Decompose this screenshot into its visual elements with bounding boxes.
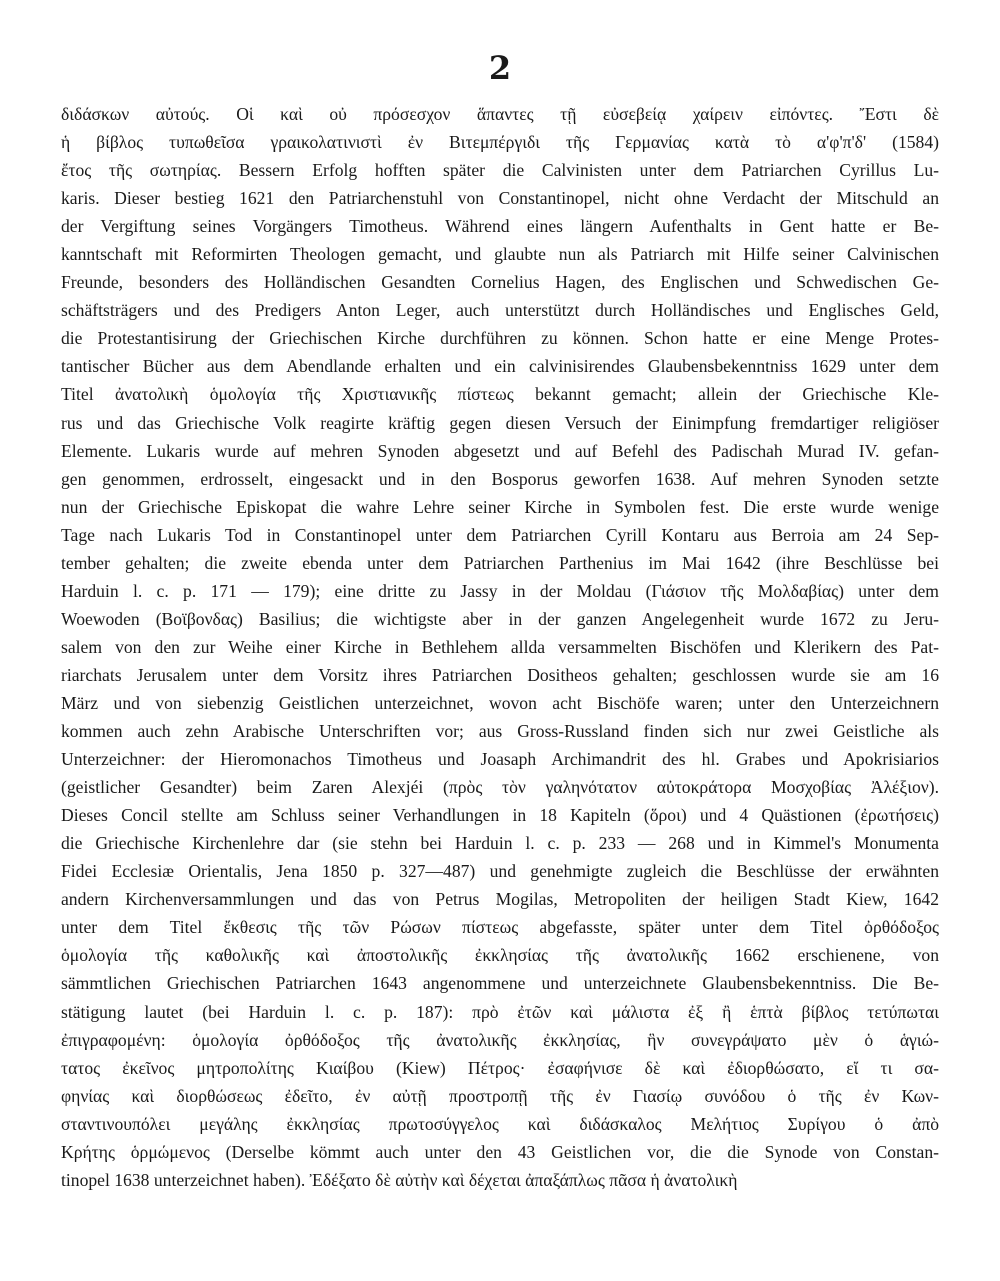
text-line: φηνίας καὶ διορθώσεως ἐδεῖτο, ἐν αὐτῇ προστροπῇ τῆς ἐν Γιασίῳ συνόδου ὁ τῆς ἐν Κων- [61,1085,939,1106]
text-line: Freunde, besonders des Holländischen Gesandten Cornelius Hagen, des Englischen und Schwedischen Ge- [61,272,939,293]
text-line: andern Kirchenversammlungen und das von Petrus Mogilas, Metropoliten der heiligen Stadt Kiew, 1642 [61,889,939,910]
text-line: riarchats Jerusalem unter dem Vorsitz ihres Patriarchen Dositheos gehalten; geschlossen wurde sie am 16 [61,664,939,685]
text-line: (geistlicher Gesandter) beim Zaren Alexjéi (πρὸς τὸν γαληνότατον αὐτοκράτορα Μοσχοβίας Ἀλέξιον). [61,777,939,798]
text-line: schäftsträgers und des Predigers Anton Leger, auch unterstützt durch Holländisches und Englisches Geld, [61,300,939,321]
text-line: ἔτος τῆς σωτηρίας. Bessern Erfolg hofften später die Calvinisten unter dem Patriarchen Cyrillus Lu- [61,160,939,181]
text-line: der Vergiftung seines Vorgängers Timotheus. Während eines längern Aufenthalts in Gent hatte er Be- [61,216,939,237]
text-line: Woewoden (Βοϊβονδας) Basilius; die wichtigste aber in der ganzen Angelegenheit wurde 1672 zu Jeru- [61,608,939,629]
text-line: tinopel 1638 unterzeichnet haben). Ἐδέξατο δὲ αὐτὴν καὶ δέχεται ἀπαξάπλως πᾶσα ἡ ἀνατολικὴ [61,1169,738,1190]
text-line: sämmtlichen Griechischen Patriarchen 1643 angenommene und unterzeichnete Glaubensbekenntniss. Die Be- [61,973,939,994]
text-line: διδάσκων αὐτούς. Οἱ καὶ οὐ πρόσεσχον ἅπαντες τῇ εὐσεβείᾳ χαίρειν εἰπόντες. Ἔστι δὲ [61,104,939,124]
text-line: σταντινουπόλει μεγάλης ἐκκλησίας πρωτοσύγγελος καὶ διδάσκαλος Μελήτιος Συρίγου ὁ ἀπὸ [61,1113,939,1134]
body-text [61,100,939,1194]
text-line: ἐπιγραφομένη: ὁμολογία ὀρθόδοξος τῆς ἀνατολικῆς ἐκκλησίας, ἣν συνεγράψατο μὲν ὁ ἁγιώ- [61,1029,939,1050]
text-line: rus und das Griechische Volk reagirte kräftig gegen diesen Versuch der Einimpfung fremdartiger religiöser [61,412,939,433]
text-line: tember gehalten; die zweite ebenda unter dem Patriarchen Parthenius im Mai 1642 (ihre Beschlüsse bei [61,552,939,573]
text-line: karis. Dieser bestieg 1621 den Patriarchenstuhl von Constantinopel, nicht ohne Verdacht der Mitschuld an [61,188,939,209]
text-line: Elemente. Lukaris wurde auf mehren Synoden abgesetzt und auf Befehl des Padischah Murad IV. gefan- [61,440,939,461]
text-line: Fidei Ecclesiæ Orientalis, Jena 1850 p. 327—487) und genehmigte zugleich die Beschlüsse der erwähnten [61,861,939,882]
text-line: Tage nach Lukaris Tod in Constantinopel unter dem Patriarchen Cyrill Kontaru aus Berroia am 24 Sep- [61,524,939,545]
text-line: unter dem Titel ἔκθεσις τῆς τῶν Ρώσων πίστεως abgefasste, später unter dem Titel ὀρθόδοξος [61,917,939,938]
text-line: tantischer Bücher aus dem Abendlande erhalten und ein calvinisirendes Glaubensbekenntniss 1629 unter dem [61,356,939,377]
page-number: 2 [488,49,512,87]
text-line: Harduin l. c. p. 171 — 179); eine dritte zu Jassy in der Moldau (Γιάσιον τῆς Μολδαβίας) unter dem [61,580,939,601]
text-line: ὁμολογία τῆς καθολικῆς καὶ ἀποστολικῆς ἐκκλησίας τῆς ἀνατολικῆς 1662 erschienene, von [61,945,939,966]
text-line: ἡ βίβλος τυπωθεῖσα γραικολατινιστὶ ἐν Βιτεμπέργιδι τῆς Γερμανίας κατὰ τὸ α'φ'π'δ' (1584) [61,132,939,153]
text-line: Κρήτης ὁρμώμενος (Derselbe kömmt auch unter den 43 Geistlichen vor, die die Synode von Constan- [61,1141,939,1162]
text-line: Dieses Concil stellte am Schluss seiner Verhandlungen in 18 Kapiteln (ὅροι) und 4 Quästionen (ἐρωτήσεις) [61,805,939,826]
text-line: salem von den zur Weihe einer Kirche in Bethlehem allda versammelten Bischöfen und Klerikern des Pat- [61,636,939,657]
text-line: die Griechische Kirchenlehre dar (sie stehn bei Harduin l. c. p. 233 — 268 und in Kimmel's Monumenta [61,833,939,854]
text-line: Titel ἀνατολικὴ ὁμολογία τῆς Χριστιανικῆς πίστεως bekannt gemacht; allein der Griechische Kle- [61,384,939,405]
text-line: kommen auch zehn Arabische Unterschriften vor; aus Gross-Russland finden sich nur zwei Geistliche als [61,721,939,742]
text-line: Unterzeichner: der Hieromonachos Timotheus und Joasaph Archimandrit des hl. Grabes und Apokrisiarios [61,749,939,770]
text-line: τατος ἐκεῖνος μητροπολίτης Κιαίβου (Kiew) Πέτρος· ἐσαφήνισε δὲ καὶ ἐδιορθώσατο, εἴ τι σα- [61,1057,939,1078]
text-line: stätigung lautet (bei Harduin l. c. p. 187): πρὸ ἐτῶν καὶ μάλιστα ἐξ ἢ ἑπτὰ βίβλος τετύπωται [61,1001,939,1022]
text-line: kanntschaft mit Reformirten Theologen gemacht, und glaubte nun als Patriarch mit Hilfe seiner Calvinischen [61,244,939,265]
text-line: März und von siebenzig Geistlichen unterzeichnet, wovon acht Bischöfe waren; unter den Unterzeichnern [61,692,939,713]
text-line: die Protestantisirung der Griechischen Kirche durchführen zu können. Schon hatte er eine Menge Protes- [61,328,939,349]
text-line: gen genommen, erdrosselt, eingesackt und in den Bosporus geworfen 1638. Auf mehren Synoden setzte [61,468,939,489]
text-line: nun der Griechische Episkopat die wahre Lehre seiner Kirche in Symbolen fest. Die erste wurde wenige [61,496,939,517]
